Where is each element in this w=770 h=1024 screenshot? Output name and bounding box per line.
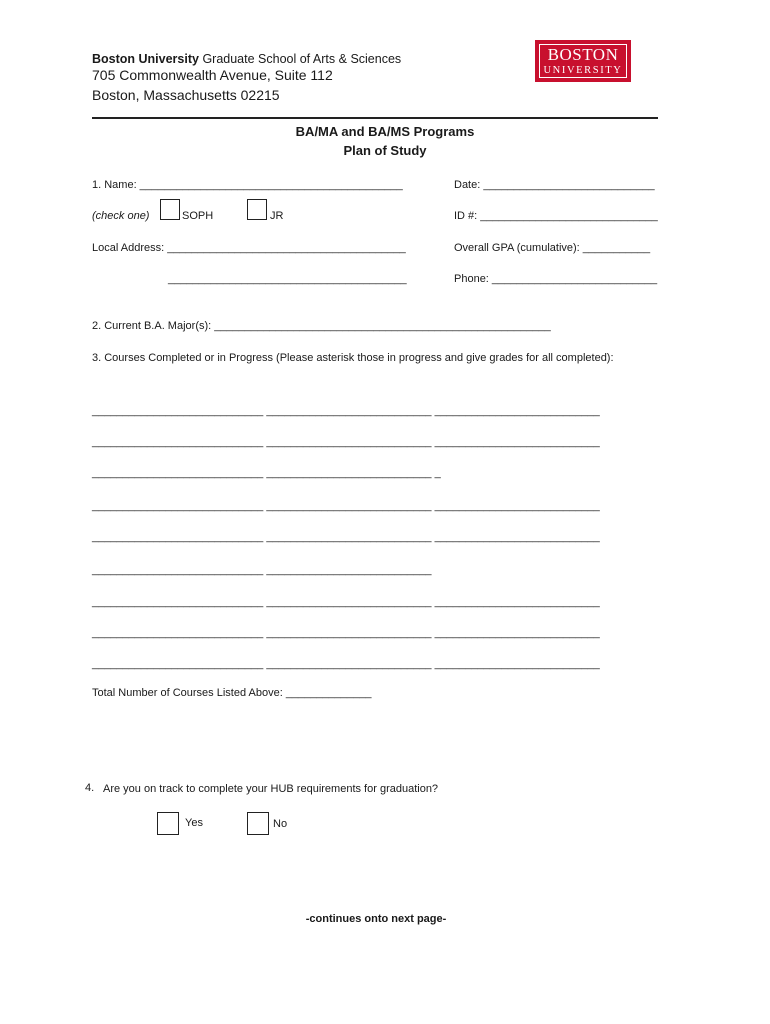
course-line[interactable]: ____________________________ ___________________________ ___________________________ <box>92 500 600 512</box>
course-line[interactable]: ____________________________ ___________________________ ___________________________ <box>92 436 600 448</box>
course-line[interactable]: ____________________________ ___________________________ ___________________________ <box>92 627 600 639</box>
institution-name: Boston University <box>92 52 199 66</box>
question-4-number: 4. <box>85 782 95 794</box>
address-line-2: Boston, Massachusetts 02215 <box>92 87 280 103</box>
courses-heading: 3. Courses Completed or in Progress (Please asterisk those in progress and give grades for all completed): <box>92 352 614 364</box>
course-line[interactable]: ____________________________ ___________________________ ___________________________ <box>92 405 600 417</box>
date-field[interactable]: Date: ____________________________ <box>454 179 655 191</box>
yes-label: Yes <box>185 817 203 829</box>
course-line[interactable]: ____________________________ ___________________________ ___________________________ <box>92 658 600 670</box>
jr-label: JR <box>270 210 284 222</box>
local-address-continued-field[interactable]: _______________________________________ <box>168 273 407 285</box>
jr-checkbox[interactable] <box>247 199 267 220</box>
no-checkbox[interactable] <box>247 812 269 835</box>
no-label: No <box>273 818 288 830</box>
form-title: BA/MA and BA/MS Programs <box>295 124 475 139</box>
id-field[interactable]: ID #: _____________________________ <box>454 210 658 222</box>
form-subtitle: Plan of Study <box>343 143 427 158</box>
gpa-field[interactable]: Overall GPA (cumulative): ___________ <box>454 242 651 254</box>
major-field[interactable]: 2. Current B.A. Major(s): _______________________________________________________ <box>92 320 551 332</box>
continues-note: -continues onto next page- <box>305 913 447 925</box>
name-field[interactable]: 1. Name: ___________________________________________ <box>92 179 403 191</box>
question-4-text: Are you on track to complete your HUB requirements for graduation? <box>103 783 439 795</box>
soph-checkbox[interactable] <box>160 199 180 220</box>
course-line[interactable]: ____________________________ ___________________________ ___________________________ <box>92 531 600 543</box>
course-line[interactable]: ____________________________ ___________________________ ___________________________ <box>92 596 600 608</box>
yes-checkbox[interactable] <box>157 812 179 835</box>
local-address-field[interactable]: Local Address: _______________________________________ <box>92 242 406 254</box>
phone-field[interactable]: Phone: ___________________________ <box>454 273 658 285</box>
bu-logo <box>535 40 631 82</box>
check-one-label: (check one) <box>92 210 150 222</box>
soph-label: SOPH <box>182 210 214 222</box>
address-line-1: 705 Commonwealth Avenue, Suite 112 <box>92 67 333 83</box>
school-heading <box>92 52 401 66</box>
course-line[interactable]: ____________________________ ___________________________ <box>92 564 432 576</box>
total-courses-field[interactable]: Total Number of Courses Listed Above: ______________ <box>92 687 372 699</box>
course-line[interactable]: ____________________________ ___________________________ _ <box>92 467 441 479</box>
logo-line-2: UNIVERSITY <box>543 65 623 76</box>
logo-line-1: BOSTON <box>547 45 619 64</box>
header-divider <box>92 117 658 119</box>
school-name: Graduate School of Arts & Sciences <box>198 52 402 66</box>
